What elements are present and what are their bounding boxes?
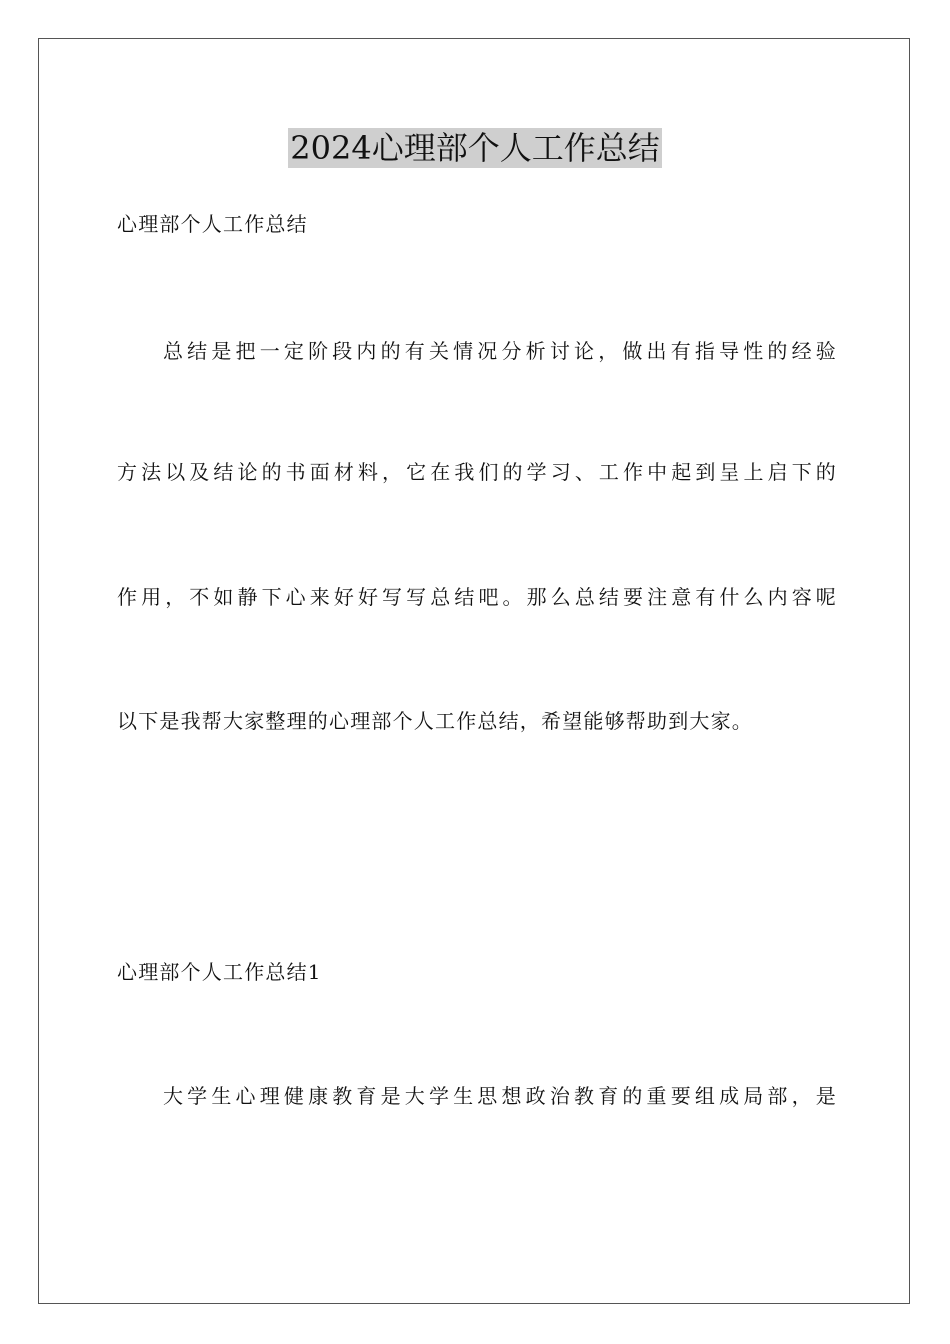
- intro-line-4: 以下是我帮大家整理的心理部个人工作总结，希望能够帮助到大家。: [117, 709, 753, 733]
- title-container: [0, 128, 950, 168]
- section-heading: 心理部个人工作总结1: [117, 960, 322, 984]
- document-subtitle: 心理部个人工作总结: [117, 212, 308, 236]
- intro-line-1: 总结是把一定阶段内的有关情况分析讨论，做出有指导性的经验: [163, 339, 837, 363]
- intro-line-2: 方法以及结论的书面材料，它在我们的学习、工作中起到呈上启下的: [117, 460, 837, 484]
- intro-line-3: 作用，不如静下心来好好写写总结吧。那么总结要注意有什么内容呢: [117, 585, 837, 609]
- document-title: 2024心理部个人工作总结: [290, 129, 660, 167]
- section-line-1: 大学生心理健康教育是大学生思想政治教育的重要组成局部，是: [163, 1084, 837, 1108]
